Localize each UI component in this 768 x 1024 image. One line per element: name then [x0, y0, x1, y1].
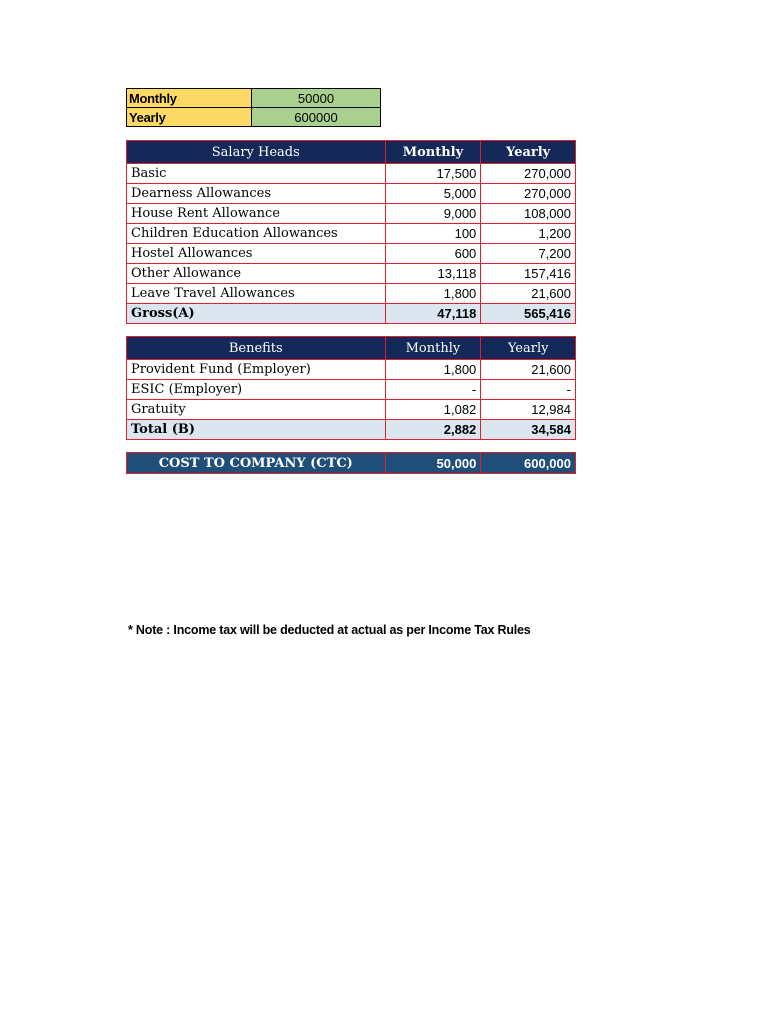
row-head: Other Allowance: [127, 264, 386, 284]
table-row: [127, 400, 576, 420]
ctc-yearly: 600,000: [481, 453, 576, 474]
monthly-input-label: Monthly: [127, 89, 252, 108]
table-row: [127, 284, 576, 304]
ctc-monthly: 50,000: [385, 453, 481, 474]
row-monthly: 1,800: [385, 284, 481, 304]
salary-sheet: [126, 88, 571, 471]
row-monthly: 600: [385, 244, 481, 264]
row-yearly: 1,200: [481, 224, 576, 244]
table-row: [127, 204, 576, 224]
row-monthly: 1,800: [385, 360, 481, 380]
total-label: Total (B): [127, 420, 386, 440]
gross-monthly: 47,118: [385, 304, 481, 324]
total-yearly: 34,584: [481, 420, 576, 440]
monthly-input-value[interactable]: 50000: [252, 89, 381, 108]
benefits-table: [126, 336, 576, 440]
yearly-input-label: Yearly: [127, 108, 252, 127]
yearly-input-value[interactable]: 600000: [252, 108, 381, 127]
benefits-header: Benefits: [127, 337, 386, 360]
ctc-label: COST TO COMPANY (CTC): [127, 453, 386, 474]
gross-label: Gross(A): [127, 304, 386, 324]
row-head: Children Education Allowances: [127, 224, 386, 244]
row-head: Hostel Allowances: [127, 244, 386, 264]
yearly-input-row: [127, 108, 381, 127]
table-row: [127, 184, 576, 204]
row-monthly: -: [385, 380, 481, 400]
row-head: Provident Fund (Employer): [127, 360, 386, 380]
monthly-input-row: [127, 89, 381, 108]
row-yearly: 7,200: [481, 244, 576, 264]
gross-total-row: [127, 304, 576, 324]
ctc-row: [127, 453, 576, 474]
income-tax-note: * Note : Income tax will be deducted at actual as per Income Tax Rules: [128, 623, 531, 637]
row-yearly: 157,416: [481, 264, 576, 284]
salary-heads-header: Salary Heads: [127, 141, 386, 164]
table-row: [127, 380, 576, 400]
table-row: [127, 264, 576, 284]
benefits-monthly-header: Monthly: [385, 337, 481, 360]
salary-yearly-header: Yearly: [481, 141, 576, 164]
row-monthly: 1,082: [385, 400, 481, 420]
table-row: [127, 164, 576, 184]
benefits-header-row: [127, 337, 576, 360]
ctc-input-table: [126, 88, 381, 127]
row-yearly: 12,984: [481, 400, 576, 420]
row-yearly: 270,000: [481, 184, 576, 204]
row-head: Gratuity: [127, 400, 386, 420]
row-yearly: 21,600: [481, 284, 576, 304]
row-yearly: 270,000: [481, 164, 576, 184]
salary-monthly-header: Monthly: [385, 141, 481, 164]
row-head: Basic: [127, 164, 386, 184]
benefits-yearly-header: Yearly: [481, 337, 576, 360]
row-yearly: 108,000: [481, 204, 576, 224]
row-head: ESIC (Employer): [127, 380, 386, 400]
row-yearly: -: [481, 380, 576, 400]
row-monthly: 9,000: [385, 204, 481, 224]
row-head: Dearness Allowances: [127, 184, 386, 204]
table-row: [127, 224, 576, 244]
salary-heads-table: [126, 140, 576, 324]
row-yearly: 21,600: [481, 360, 576, 380]
row-head: Leave Travel Allowances: [127, 284, 386, 304]
benefits-total-row: [127, 420, 576, 440]
gross-yearly: 565,416: [481, 304, 576, 324]
ctc-summary-table: [126, 452, 576, 474]
total-monthly: 2,882: [385, 420, 481, 440]
table-row: [127, 360, 576, 380]
table-row: [127, 244, 576, 264]
salary-header-row: [127, 141, 576, 164]
row-monthly: 100: [385, 224, 481, 244]
row-monthly: 13,118: [385, 264, 481, 284]
row-monthly: 5,000: [385, 184, 481, 204]
row-monthly: 17,500: [385, 164, 481, 184]
row-head: House Rent Allowance: [127, 204, 386, 224]
